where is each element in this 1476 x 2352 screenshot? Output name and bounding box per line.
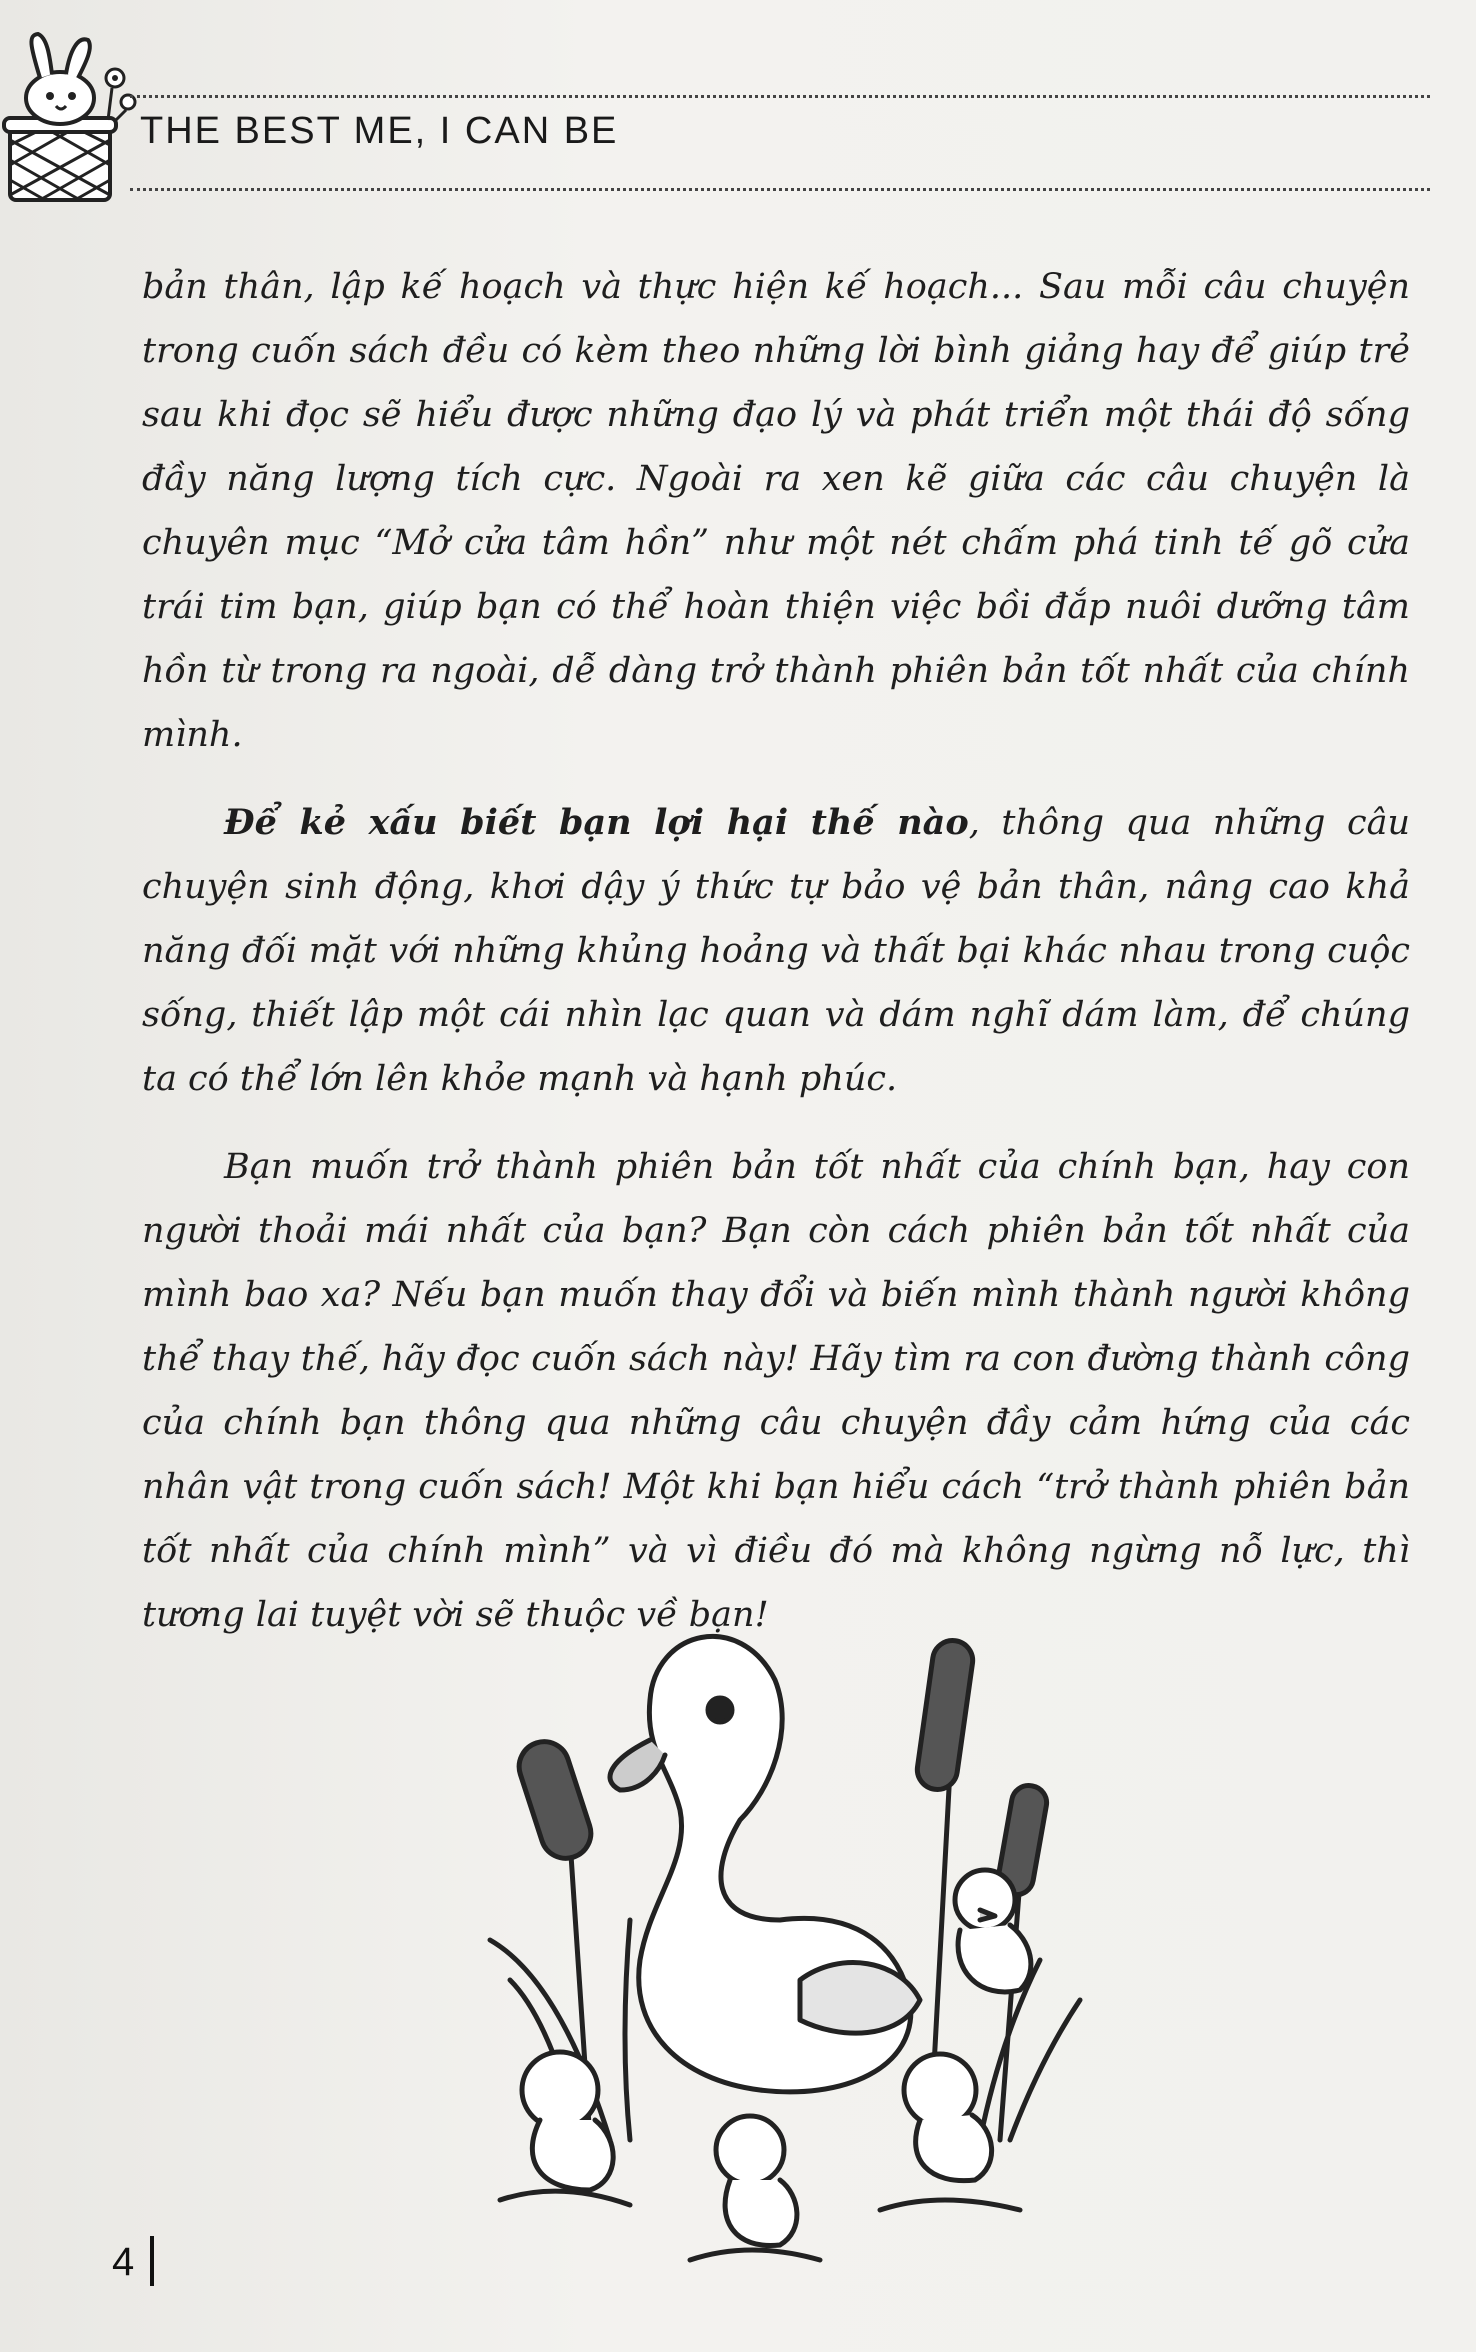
page-header xyxy=(0,0,1476,220)
paragraph-2 xyxy=(142,791,1410,1111)
page-number-divider xyxy=(150,2236,154,2286)
header-dotted-rule-top xyxy=(130,95,1430,98)
paragraph-3: Bạn muốn trở thành phiên bản tốt nhất của chính bạn, hay con người thoải mái nhất của bạn? Bạn còn cách phiên bản tốt nhất của mình bao xa? Nếu bạn muốn thay đổi và biến mình thành người không thể thay thế, hãy đọc cuốn sách này! Hãy tìm ra con đường thành công của chính bạn thông qua những câu chuyện đầy cảm hứng của các nhân vật trong cuốn sách! Một khi bạn hiểu cách “trở thành phiên bản tốt nhất của chính mình” và vì điều đó mà không ngừng nỗ lực, thì tương lai tuyệt vời sẽ thuộc về bạn! xyxy=(142,1147,1410,1635)
paragraph-2-text: , thông qua những câu chuyện sinh động, khơi dậy ý thức tự bảo vệ bản thân, nâng cao khả năng đối mặt với những khủng hoảng và thất bại khác nhau trong cuộc sống, thiết lập một cái nhìn lạc quan và dám nghĩ dám làm, để chúng ta có thể lớn lên khỏe mạnh và hạnh phúc. xyxy=(142,803,1410,1099)
bunny-in-basket-icon xyxy=(0,30,140,210)
duck-family-illustration-icon xyxy=(480,1620,1120,2270)
header-dotted-rule-bottom xyxy=(130,188,1430,191)
paragraph-1: bản thân, lập kế hoạch và thực hiện kế hoạch... Sau mỗi câu chuyện trong cuốn sách đều có kèm theo những lời bình giảng hay để giúp trẻ sau khi đọc sẽ hiểu được những đạo lý và phát triển một thái độ sống đầy năng lượng tích cực. Ngoài ra xen kẽ giữa các câu chuyện là chuyên mục “Mở cửa tâm hồn” như một nét chấm phá tinh tế gõ cửa trái tim bạn, giúp bạn có thể hoàn thiện việc bồi đắp nuôi dưỡng tâm hồn từ trong ra ngoài, dễ dàng trở thành phiên bản tốt nhất của chính mình. xyxy=(142,267,1410,755)
running-title: THE BEST ME, I CAN BE xyxy=(140,110,619,152)
body-text xyxy=(142,255,1410,1647)
paragraph-2-bold-title: Để kẻ xấu biết bạn lợi hại thế nào xyxy=(224,802,969,843)
page-number: 4 xyxy=(112,2240,135,2284)
